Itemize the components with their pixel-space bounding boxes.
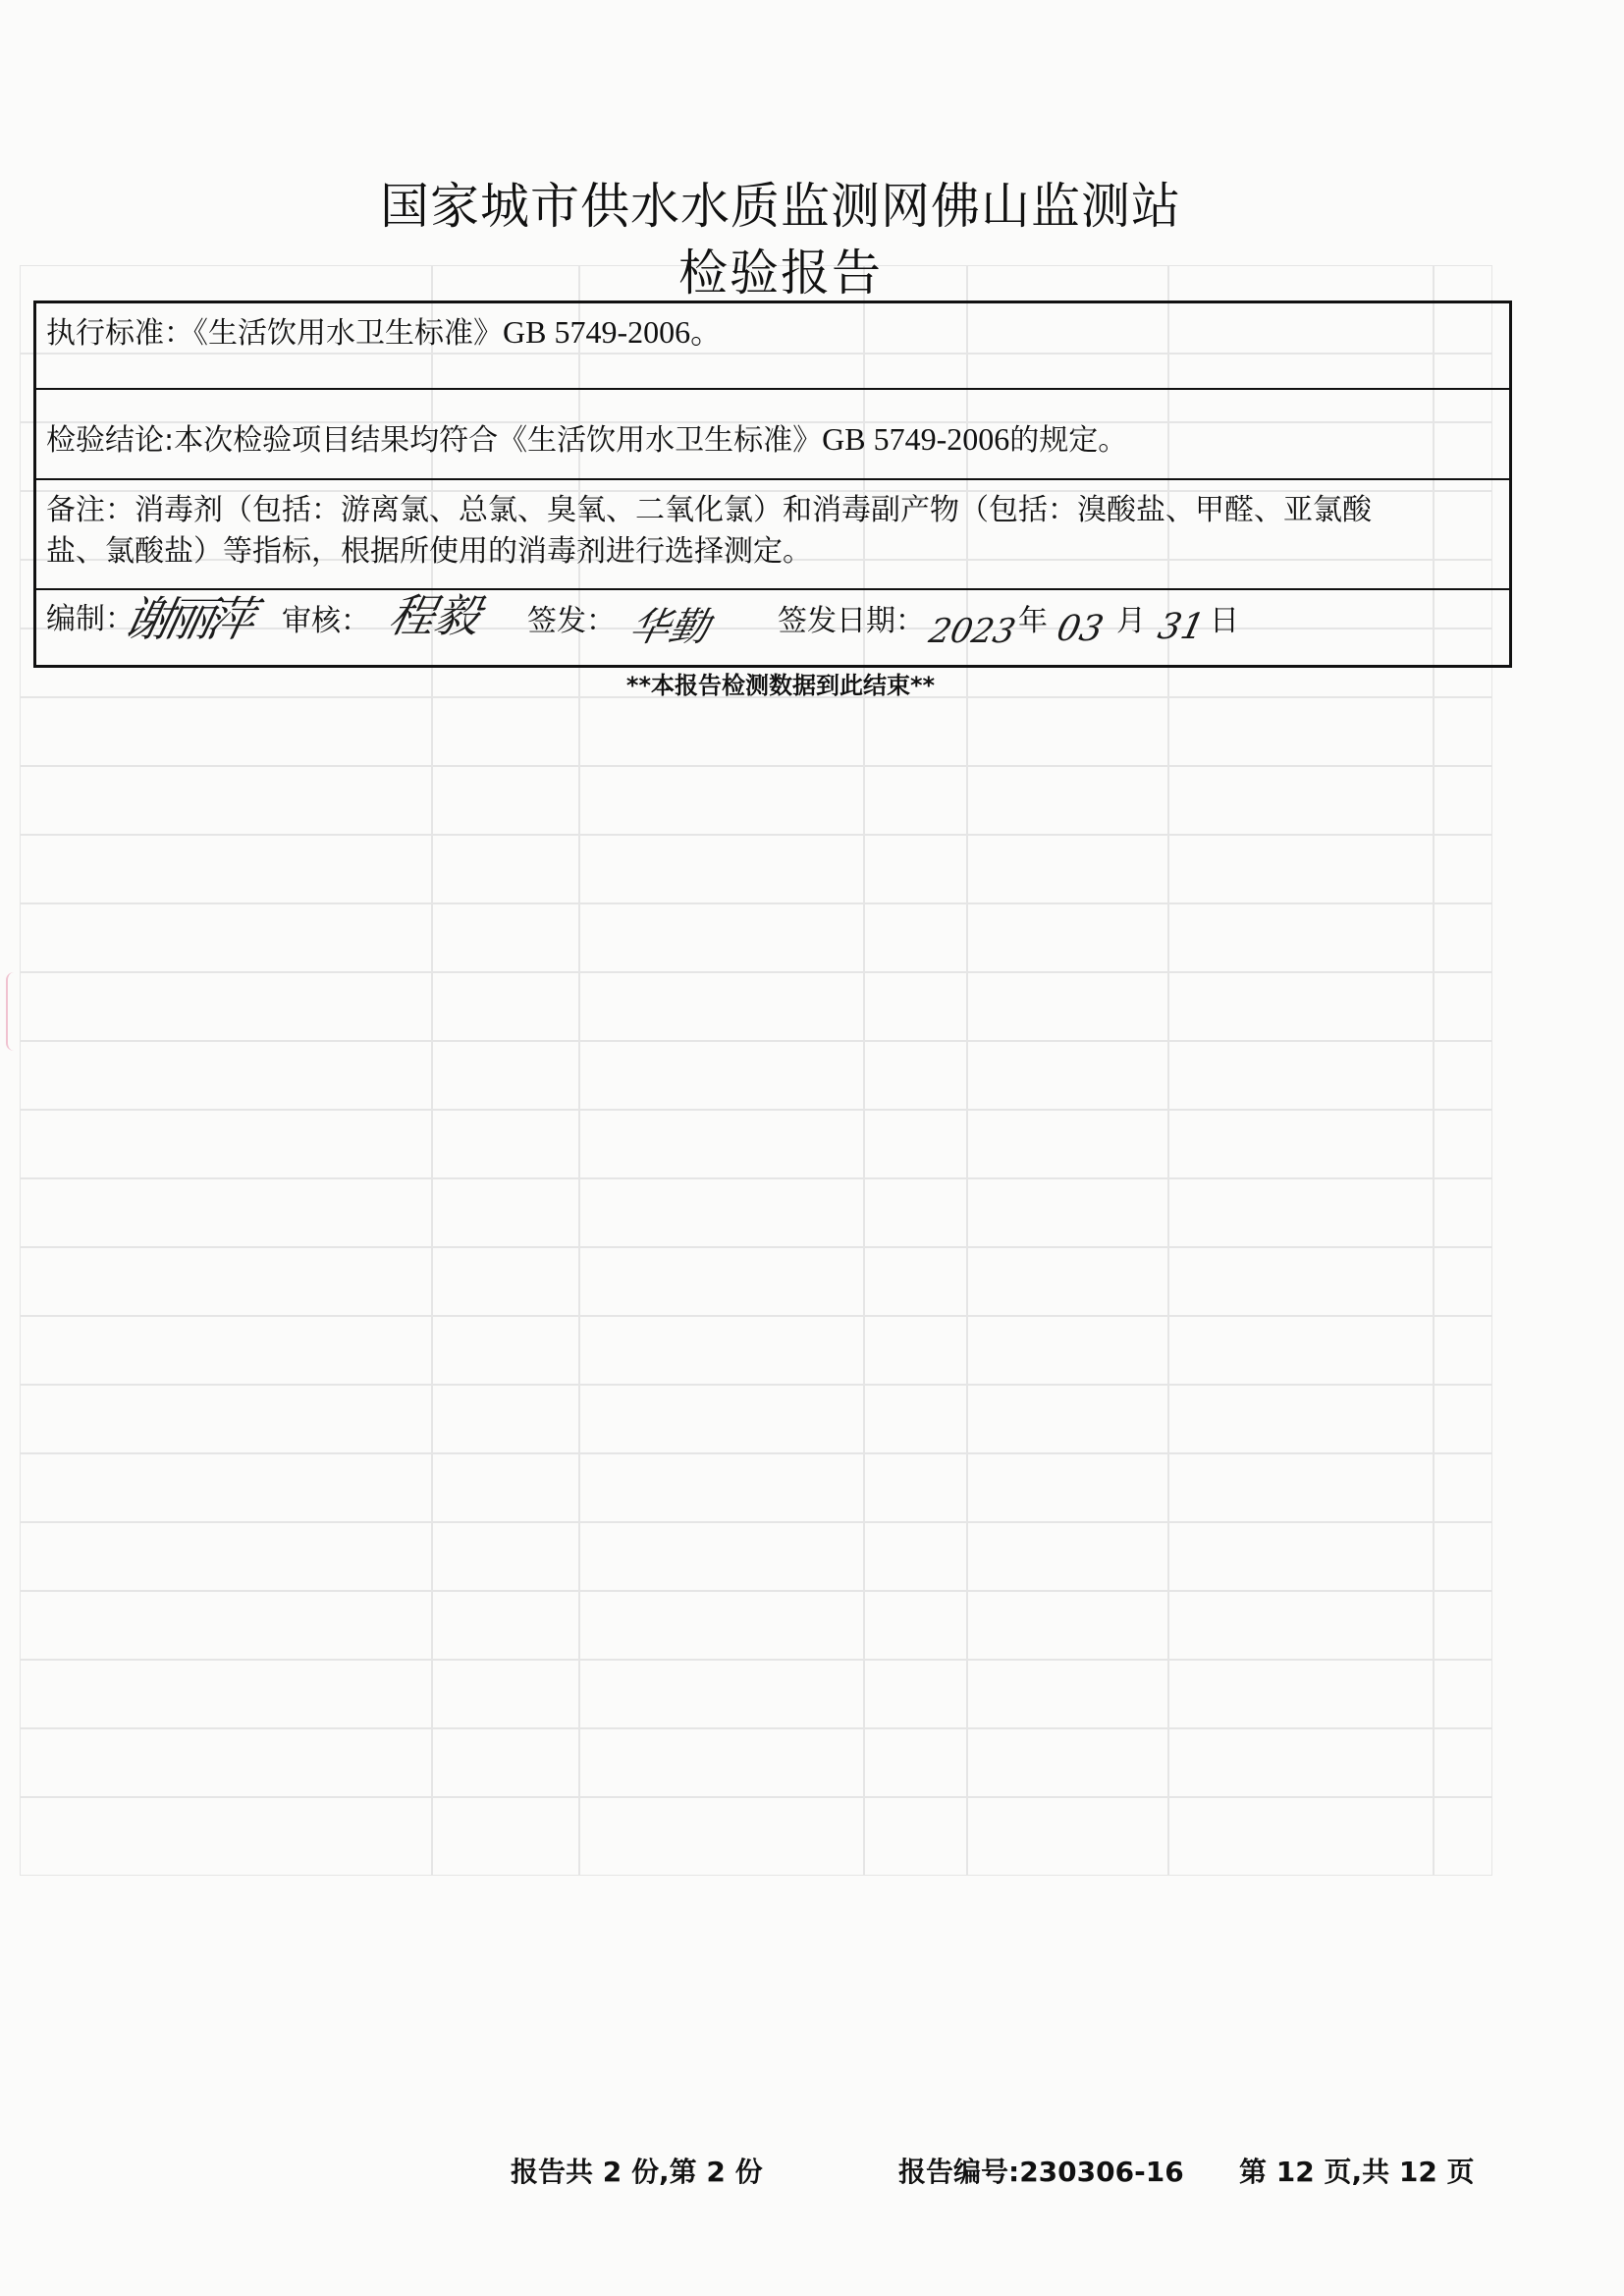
remark-row bbox=[36, 480, 1509, 590]
compiler-label: 编制： bbox=[46, 602, 135, 636]
report-subtitle: 检验报告 bbox=[678, 245, 883, 301]
signature-row bbox=[36, 590, 1509, 668]
issuer-label: 签发： bbox=[527, 604, 616, 638]
issue-date-day: 31 bbox=[1154, 607, 1209, 647]
standard-row bbox=[36, 303, 1509, 390]
issue-date-month: 03 bbox=[1053, 609, 1108, 649]
issuer-signature: 华勤 bbox=[625, 605, 714, 650]
year-unit: 年 bbox=[1018, 604, 1048, 638]
footer-page-info: 第 12 页,共 12 页 bbox=[1239, 2156, 1475, 2188]
day-unit: 日 bbox=[1210, 604, 1239, 638]
conclusion-code: GB 5749-2006 bbox=[822, 421, 1010, 457]
conclusion-row bbox=[36, 390, 1509, 480]
pink-pen-mark bbox=[6, 972, 14, 1051]
reviewer-label: 审核： bbox=[282, 604, 370, 638]
standard-value: 《生活饮用水卫生标准》 bbox=[193, 316, 503, 351]
reviewer-signature: 程毅 bbox=[384, 589, 486, 642]
remark-line-2: 盐、氯酸盐）等指标，根据所使用的消毒剂进行选择测定。 bbox=[46, 534, 812, 569]
footer-copies: 报告共 2 份,第 2 份 bbox=[511, 2156, 763, 2188]
end-of-report-note: **本报告检测数据到此结束** bbox=[625, 672, 936, 699]
standard-label: 执行标准： bbox=[46, 316, 193, 351]
standard-code: GB 5749-2006。 bbox=[503, 314, 723, 350]
footer-report-number: 报告编号:230306-16 bbox=[898, 2156, 1184, 2188]
conclusion-label: 检验结论: bbox=[46, 423, 175, 458]
report-title: 国家城市供水水质监测网佛山监测站 bbox=[380, 178, 1181, 235]
issue-date-label: 签发日期： bbox=[778, 604, 925, 638]
remark-line-1: 备注：消毒剂（包括：游离氯、总氯、臭氧、二氧化氯）和消毒副产物（包括：溴酸盐、甲醛、亚氯酸 bbox=[46, 493, 1372, 527]
month-unit: 月 bbox=[1116, 604, 1146, 638]
conclusion-text: 本次检验项目结果均符合《生活饮用水卫生标准》 bbox=[174, 423, 823, 458]
compiler-signature: 谢丽萍 bbox=[119, 592, 254, 647]
conclusion-tail: 的规定。 bbox=[1009, 423, 1128, 458]
report-info-box bbox=[33, 301, 1512, 668]
issue-date-year: 2023 bbox=[925, 612, 1019, 651]
